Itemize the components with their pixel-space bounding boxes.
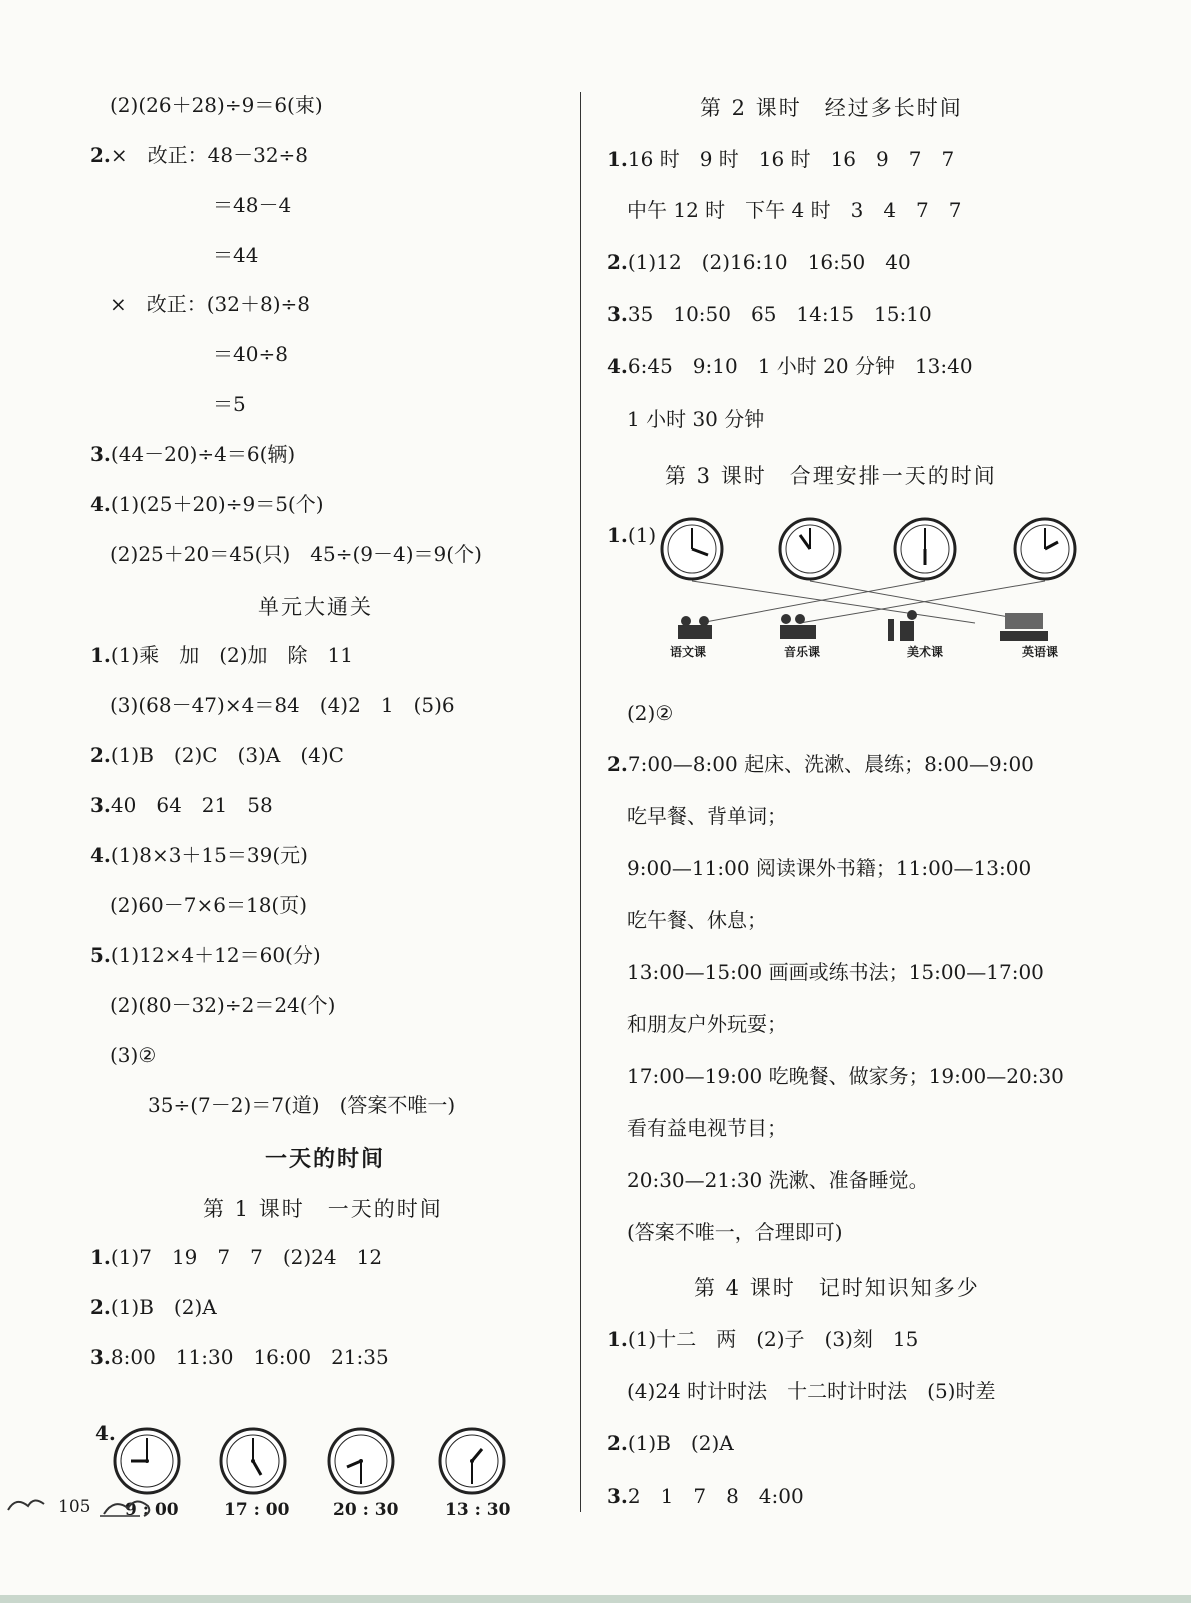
answer-line: 1.(1)乘 加 (2)加 除 11 [90,643,353,667]
answer-line: (4)24 时计时法 十二时计时法 (5)时差 [627,1379,996,1403]
page-number: 105 [58,1497,91,1517]
clock-label: 9 : 00 [125,1500,179,1520]
answer-line: 2.(1)B (2)A [607,1431,734,1455]
lesson-title: 第 2 课时 经过多长时间 [700,96,963,120]
clock-icon [219,1427,287,1495]
answer-line: (2)(26＋28)÷9＝6(束) [110,93,323,117]
answer-line: 看有益电视节目； [627,1116,787,1140]
answer-line: 3.8:00 11:30 16:00 21:35 [90,1345,389,1369]
answer-line: 1.16 时 9 时 16 时 16 9 7 7 [607,147,955,171]
answer-line: 4. [95,1421,116,1445]
answer-line: 3.(44－20)÷4＝6(辆) [90,442,296,466]
answer-line: (3)(68－47)×4＝84 (4)2 1 (5)6 [110,693,455,717]
answer-line: (2)(80－32)÷2＝24(个) [110,993,336,1017]
answer-line: ＝44 [213,243,259,267]
answer-line: 2.7:00—8:00 起床、洗漱、晨练；8:00—9:00 [607,752,1034,776]
clock-label: 20 : 30 [333,1500,399,1520]
answer-line: 和朋友户外玩耍； [627,1012,787,1036]
clock-icon [438,1427,506,1495]
classroom-picture [678,610,1048,641]
clock-icon [662,519,722,579]
answer-line: 2.(1)B (2)A [90,1295,217,1319]
clock-icon [327,1427,395,1495]
answer-line: 9:00—11:00 阅读课外书籍；11:00—13:00 [627,856,1032,880]
answer-line: 1.(1)十二 两 (2)子 (3)刻 15 [607,1327,919,1351]
chapter-title: 一天的时间 [265,1146,386,1172]
answer-line: 1 小时 30 分钟 [627,407,765,431]
column-divider [580,92,581,1512]
answer-line: ＝5 [213,392,246,416]
lesson-title: 第 4 课时 记时知识知多少 [694,1276,980,1300]
answer-line: (3)② [110,1043,157,1067]
clock-icon [1015,519,1075,579]
answer-line: 1.(1) [607,523,657,547]
answer-line: 1.(1)7 19 7 7 (2)24 12 [90,1245,383,1269]
answer-line: 3.35 10:50 65 14:15 15:10 [607,302,932,326]
answer-line: × 改正：(32＋8)÷8 [110,292,311,316]
answer-line: 2.(1)12 (2)16:10 16:50 40 [607,250,911,274]
answer-line: 35÷(7－2)＝7(道) (答案不唯一) [148,1093,456,1117]
answer-line: 3.2 1 7 8 4:00 [607,1484,804,1508]
subject-label: 音乐课 [783,645,820,659]
answer-line: 吃早餐、背单词； [627,804,787,828]
answer-line: ＝48－4 [213,193,292,217]
lesson-title: 第 1 课时 一天的时间 [203,1197,443,1221]
clock-label: 13 : 30 [445,1500,511,1520]
answer-line: ＝40÷8 [213,342,288,366]
answer-line: 4.6:45 9:10 1 小时 20 分钟 13:40 [607,354,973,378]
answer-line: 17:00—19:00 吃晚餐、做家务；19:00—20:30 [627,1064,1064,1088]
answer-line: (答案不唯一，合理即可) [627,1220,843,1244]
answer-line: 2.× 改正：48－32÷8 [90,143,309,167]
bottom-strip [0,1595,1191,1603]
clock-icon [780,519,840,579]
clock-icon [113,1427,181,1495]
answer-line: (2)② [627,701,674,725]
section-title: 单元大通关 [258,595,373,619]
answer-line: 13:00—15:00 画画或练书法；15:00—17:00 [627,960,1044,984]
answer-line: 2.(1)B (2)C (3)A (4)C [90,743,344,767]
answer-line: 20:30—21:30 洗漱、准备睡觉。 [627,1168,929,1192]
subject-label: 英语课 [1021,645,1058,659]
answer-line: 3.40 64 21 58 [90,793,273,817]
answer-line: 4.(1)(25＋20)÷9＝5(个) [90,492,324,516]
answer-line: (2)25＋20＝45(只) 45÷(9－4)＝9(个) [110,542,482,566]
subject-label: 美术课 [906,645,943,659]
answer-line: 5.(1)12×4＋12＝60(分) [90,943,321,967]
clock-label: 17 : 00 [224,1500,290,1520]
lesson-title: 第 3 课时 合理安排一天的时间 [665,464,997,488]
answer-line: 4.(1)8×3＋15＝39(元) [90,843,308,867]
answer-line: (2)60－7×6＝18(页) [110,893,308,917]
answer-line: 吃午餐、休息； [627,908,767,932]
clock-icon [895,519,955,579]
answer-line: 中午 12 时 下午 4 时 3 4 7 7 [627,198,962,222]
subject-label: 语文课 [669,645,706,659]
